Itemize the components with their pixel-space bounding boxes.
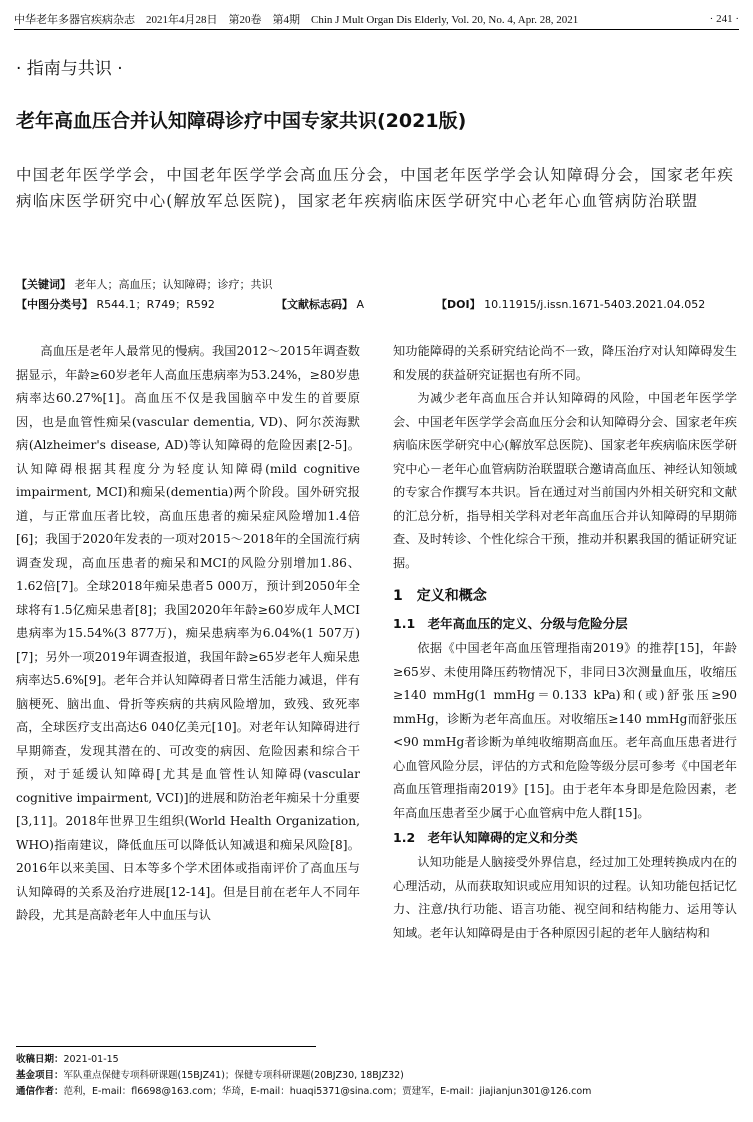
keywords-text: 老年人；高血压；认知障碍；诊疗；共识 — [74, 278, 273, 291]
journal-citation: 中华老年多器官疾病杂志 2021年4月28日 第20卷 第4期 Chin J Mult Organ Dis Elderly, Vol. 20, No. 4, Apr. 28, 2021 — [14, 13, 579, 26]
corresponding-label: 通信作者： — [16, 1086, 64, 1097]
keywords-label: 【关键词】 — [16, 278, 71, 291]
doc-code-label: 【文献标志码】 — [276, 298, 353, 311]
section-tag: · 指南与共识 · — [16, 59, 123, 79]
funding — [16, 1068, 737, 1084]
corresponding-authors — [16, 1084, 737, 1100]
corresponding-value: 范利，E-mail：fl6698@163.com；华琦，E-mail：huaqi5371@sina.com；贾建军，E-mail：jiajianjun301@126.com — [63, 1086, 592, 1097]
doi-value: 10.11915/j.issn.1671-5403.2021.04.052 — [484, 298, 706, 311]
classification-line — [16, 296, 737, 312]
received-value: 2021-01-15 — [63, 1054, 119, 1065]
clc-value: R544.1；R749；R592 — [96, 298, 215, 311]
body-paragraph: 认知功能是人脑接受外界信息，经过加工处理转换成内在的心理活动，从而获取知识或应用知识的过程。认知功能包括记忆力、注意/执行功能、语言功能、视空间和结构能力、运用等认知域。老年认知障碍是由于各种原因引起的老年人脑结构和 — [393, 855, 737, 940]
doc-code-value: A — [356, 298, 365, 311]
keywords-line — [16, 276, 737, 292]
footnotes — [16, 1052, 737, 1100]
clc-group — [16, 296, 276, 312]
doi-group — [436, 296, 705, 312]
received-label: 收稿日期： — [16, 1054, 64, 1065]
left-column — [16, 340, 360, 928]
footnote-divider — [16, 1046, 316, 1047]
running-header — [14, 8, 739, 30]
received-date — [16, 1052, 737, 1068]
article-title: 老年高血压合并认知障碍诊疗中国专家共识(2021版) — [16, 110, 467, 132]
subsection-heading: 1.1 老年高血压的定义、分级与危险分层 — [393, 616, 628, 631]
subsection-heading: 1.2 老年认知障碍的定义和分类 — [393, 830, 578, 845]
funding-label: 基金项目： — [16, 1070, 64, 1081]
body-paragraph: 高血压是老年人最常见的慢病。我国2012～2015年调查数据显示，年龄≥60岁老年人高血压患病率为53.24%，≥80岁患病率达60.27%[1]。高血压不仅是我国脑卒中发生的首要原因，也是血管性痴呆(vascular dementia, VD)、阿尔茨海默病(Alzheimer's disease, AD)等认知障碍的危险因素[2-5]。认知障碍根据其程度分为轻度认知障碍(mild cognitive impairment, MCI)和痴呆(dementia)两个阶段。国外研究报道，与正常血压者比较，高血压患者的痴呆症风险增加1.4倍[6]；我国于2020年发表的一项对2015～2018年的全国流行病调查发现，高血压患者的痴呆和MCI的风险分别增加1.86、1.62倍[7]。全球2018年痴呆患者5 000万，预计到2050年全球将有1.5亿痴呆患者[8]；我国2020年年龄≥60岁成年人MCI患病率为15.54%(3 877万)，痴呆患病率为6.04%(1 507万)[7]；另外一项2019年调查报道，我国年龄≥65岁老年人痴呆患病率达5.6%[9]。老年合并认知障碍者日常生活能力减退，伴有脑梗死、脑出血、骨折等疾病的共病风险增加，致残、致死率高，全球医疗支出高达6 040亿美元[10]。对老年认知障碍进行早期筛查，发现其潜在的、可改变的病因、危险因素和综合干预，对于延缓认知障碍[尤其是血管性认知障碍(vascular cognitive impairment, VCI)]的进展和防治老年痴呆十分重要[3,11]。2018年世界卫生组织(World Health Organization, WHO)指南建议，降低血压可以降低认知减退和痴呆风险[8]。2016年以来美国、日本等多个学术团体或指南评价了高血压与认知障碍的关系及治疗进展[12-14]。但是目前在老年人不同年龄段，尤其是高龄老年人中血压与认 — [16, 344, 360, 922]
section-heading: 1 定义和概念 — [393, 588, 487, 604]
body-paragraph: 为减少老年高血压合并认知障碍的风险，中国老年医学学会、中国老年医学学会高血压分会和认知障碍分会、国家老年疾病临床医学研究中心(解放军总医院)、国家老年疾病临床医学研究中心－老年心血管病防治联盟联合邀请高血压、神经认知领域的专家合作撰写本共识。旨在通过对当前国内外相关研究和文献的汇总分析，指导相关学科对老年高血压合并认知障碍的早期筛查、及时转诊、个性化综合干预，推动并积累我国的循证研究证据。 — [393, 391, 737, 570]
body-paragraph: 知功能障碍的关系研究结论尚不一致，降压治疗对认知障碍发生和发展的获益研究证据也有所不同。 — [393, 344, 737, 382]
doc-code-group — [276, 296, 436, 312]
body-paragraph: 依据《中国老年高血压管理指南2019》的推荐[15]，年龄≥65岁、未使用降压药物情况下，非同日3次测量血压，收缩压≥140 mmHg(1 mmHg＝0.133 kPa)和(或)舒张压≥90 mmHg，诊断为老年高血压。对收缩压≥140 mmHg而舒张压<90 mmHg者诊断为单纯收缩期高血压。老年高血压患者进行心血管风险分层，评估的方式和危险等级分层可参考《中国老年高血压管理指南2019》[15]。由于老年本身即是危险因素，老年高血压患者至少属于心血管病中危人群[15]。 — [393, 641, 737, 820]
doi-label: 【DOI】 — [436, 298, 481, 311]
clc-label: 【中图分类号】 — [16, 298, 93, 311]
page-number: · 241 · — [709, 12, 739, 25]
author-list: 中国老年医学学会，中国老年医学学会高血压分会，中国老年医学学会认知障碍分会，国家老年疾病临床医学研究中心(解放军总医院)，国家老年疾病临床医学研究中心老年心血管病防治联盟 — [16, 166, 735, 210]
right-column — [393, 340, 737, 945]
funding-value: 军队重点保健专项科研课题(15BJZ41)；保健专项科研课题(20BJZ30, 18BJZ32) — [63, 1070, 404, 1081]
